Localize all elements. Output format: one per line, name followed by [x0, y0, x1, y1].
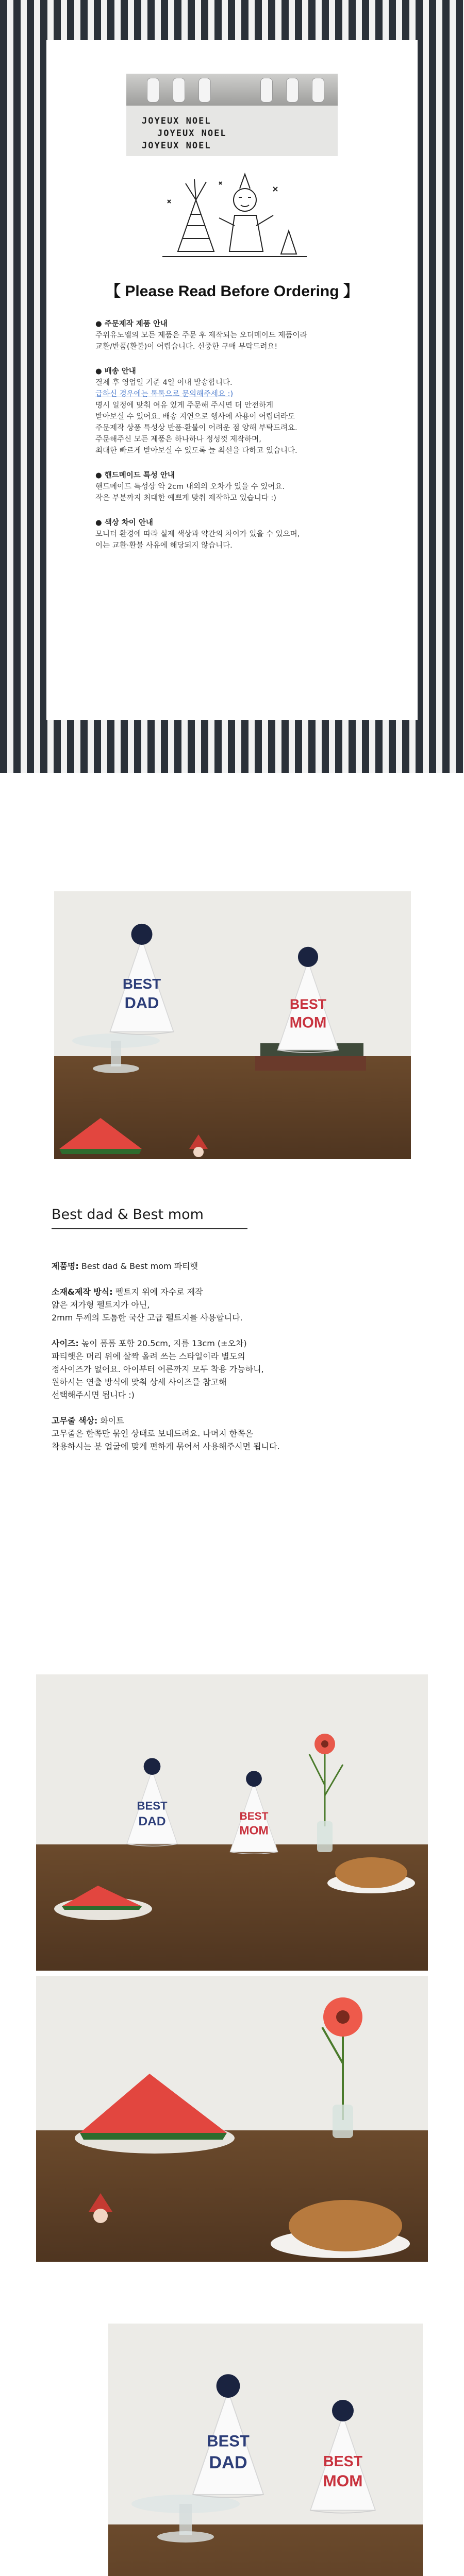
- notice-line: 명시 일정에 맞춰 여유 있게 주문해 주시면 더 안전하게: [95, 401, 274, 410]
- gnome-figurine-icon: [77, 2192, 124, 2228]
- notice-heading: ● 배송 안내: [95, 367, 136, 376]
- embroidery-text: JOYEUX NOEL: [142, 116, 211, 126]
- info-line: 소재&제작 방식: 펠트지 위에 자수로 제작: [52, 1287, 203, 1297]
- party-hat-dad-icon: [121, 1757, 183, 1847]
- embroidery-text: JOYEUX NOEL: [142, 141, 211, 151]
- notice-line: 작은 부분까지 최대한 예쁘게 맞춰 제작하고 있습니다 :): [95, 494, 276, 502]
- thread-spool-icon: [147, 78, 159, 103]
- party-hat-mom-icon: [304, 2398, 382, 2514]
- hat-text-line: MOM: [323, 2471, 363, 2490]
- product-photo-1: [54, 891, 411, 1159]
- notice-title: 【 Please Read Before Ordering 】: [105, 283, 359, 300]
- notice-banner: [0, 0, 464, 773]
- best-dad-hat: [186, 2372, 271, 2499]
- watermelon-icon: [72, 2063, 237, 2156]
- info-line: 착용하시는 분 얼굴에 맞게 편하게 묶어서 사용해주시면 됩니다.: [52, 1442, 280, 1451]
- product-photo-4: [108, 2324, 423, 2576]
- product-title: Best dad & Best mom: [52, 1207, 204, 1223]
- product-photo-3: [36, 1976, 428, 2262]
- hat-text-line: DAD: [124, 994, 159, 1012]
- notice-heading: ● 주문제작 제품 안내: [95, 320, 168, 328]
- flower-vase-icon: [304, 1986, 382, 2141]
- info-line: 파티햇은 머리 위에 살짝 올려 쓰는 스타일이라 별도의: [52, 1351, 245, 1361]
- info-line: 고무줄 색상: 화이트: [52, 1416, 124, 1426]
- thread-spool-icon: [198, 78, 211, 103]
- info-block-material: [52, 1285, 423, 1324]
- notice-line: 주문제작 상품 특성상 반품·환불이 어려운 점 양해 부탁드려요.: [95, 424, 297, 432]
- party-doodle-illustration: [157, 169, 312, 262]
- notice-line: 교환/반품(환불)이 어렵습니다. 신중한 구매 부탁드려요!: [95, 343, 278, 351]
- bread-plate-icon: [268, 2187, 412, 2259]
- party-hat-mom-icon: [224, 1770, 284, 1855]
- info-line: 사이즈: 높이 폼폼 포함 20.5cm, 지름 13cm (±오차): [52, 1338, 247, 1348]
- info-line: 선택해주시면 됩니다 :): [52, 1390, 135, 1400]
- best-dad-hat: [121, 1757, 183, 1847]
- info-block-elastic: [52, 1414, 423, 1453]
- notice-heading: ● 색상 차이 안내: [95, 519, 153, 527]
- notice-line: 모니터 환경에 따라 실제 색상과 약간의 차이가 있을 수 있으며,: [95, 530, 300, 538]
- notice-section-color: [95, 517, 384, 551]
- best-mom-hat: [224, 1770, 284, 1855]
- hat-text-line: MOM: [239, 1823, 269, 1837]
- info-line: 제품명: Best dad & Best mom 파티햇: [52, 1261, 198, 1271]
- party-hat-dad-icon: [103, 922, 180, 1036]
- info-line: 2mm 두께의 도톰한 국산 고급 펠트지를 사용합니다.: [52, 1313, 243, 1323]
- hat-text-line: BEST: [290, 996, 326, 1012]
- info-block-size: [52, 1337, 423, 1401]
- watermelon-icon: [52, 1878, 155, 1924]
- hat-text-line: BEST: [239, 1810, 269, 1822]
- best-mom-hat: [304, 2398, 382, 2514]
- thread-spool-icon: [260, 78, 273, 103]
- cake-stand-icon: [70, 1030, 162, 1077]
- party-hat-mom-icon: [271, 945, 345, 1054]
- best-dad-hat: [103, 922, 180, 1036]
- embroidery-machine-photo: [126, 74, 338, 156]
- product-photo-2: [36, 1674, 428, 1971]
- bread-plate-icon: [325, 1852, 418, 1899]
- notice-line: 주위유노엘의 모든 제품은 주문 후 제작되는 오더메이드 제품이라: [95, 331, 307, 340]
- thread-spool-icon: [173, 78, 185, 103]
- hat-text-line: BEST: [323, 2453, 363, 2470]
- gnome-figurine-icon: [178, 1133, 219, 1159]
- hat-text-line: BEST: [207, 2432, 250, 2450]
- embroidery-text: JOYEUX NOEL: [157, 128, 227, 139]
- hat-text-line: BEST: [137, 1799, 168, 1812]
- info-block-name: [52, 1260, 423, 1273]
- notice-section-order: [95, 318, 384, 352]
- notice-section-shipping: [95, 366, 384, 456]
- hat-text-line: DAD: [209, 2453, 247, 2473]
- thread-spool-icon: [286, 78, 299, 103]
- info-line: 고무줄은 한쪽만 묶인 상태로 보내드려요. 나머지 한쪽은: [52, 1429, 254, 1438]
- notice-line: 이는 교환·환불 사유에 해당되지 않습니다.: [95, 541, 233, 550]
- notice-line: 주문해주신 모든 제품은 하나하나 정성껏 제작하며,: [95, 435, 261, 444]
- notice-line: 결제 후 영업일 기준 4일 이내 발송합니다.: [95, 379, 233, 387]
- party-hat-dad-icon: [186, 2372, 271, 2499]
- info-line: 원하시는 연출 방식에 맞춰 상세 사이즈를 참고해: [52, 1377, 227, 1387]
- notice-card: [46, 40, 418, 720]
- notice-line: 받아보실 수 있어요. 배송 지연으로 행사에 사용이 어렵더라도: [95, 413, 295, 421]
- sewing-machine-head: [126, 74, 338, 106]
- thread-spool-icon: [312, 78, 324, 103]
- hat-text-line: BEST: [122, 976, 161, 992]
- watermelon-icon: [54, 1113, 152, 1159]
- notice-line: 최대한 빠르게 받아보실 수 있도록 늘 최선을 다하고 있습니다.: [95, 447, 297, 455]
- notice-body: [95, 318, 384, 565]
- flower-vase-icon: [294, 1723, 356, 1857]
- hat-text-line: DAD: [138, 1815, 166, 1828]
- notice-section-handmade: [95, 470, 384, 504]
- info-line: 정사이즈가 없어요. 아이부터 어른까지 모두 착용 가능하니,: [52, 1364, 264, 1374]
- hat-text-line: MOM: [289, 1014, 327, 1031]
- book-stack-icon: [289, 2571, 412, 2576]
- product-info: [52, 1260, 423, 1466]
- notice-heading: ● 핸드메이드 특성 안내: [95, 471, 175, 480]
- info-line: 얇은 저가형 펠트지가 아닌,: [52, 1300, 150, 1310]
- title-divider: [52, 1228, 247, 1229]
- best-mom-hat: [271, 945, 345, 1054]
- contact-link[interactable]: 급하신 경우에는 톡톡으로 문의해주세요 :): [95, 390, 234, 398]
- notice-line: 핸드메이드 특성상 약 2cm 내외의 오차가 있을 수 있어요.: [95, 483, 285, 491]
